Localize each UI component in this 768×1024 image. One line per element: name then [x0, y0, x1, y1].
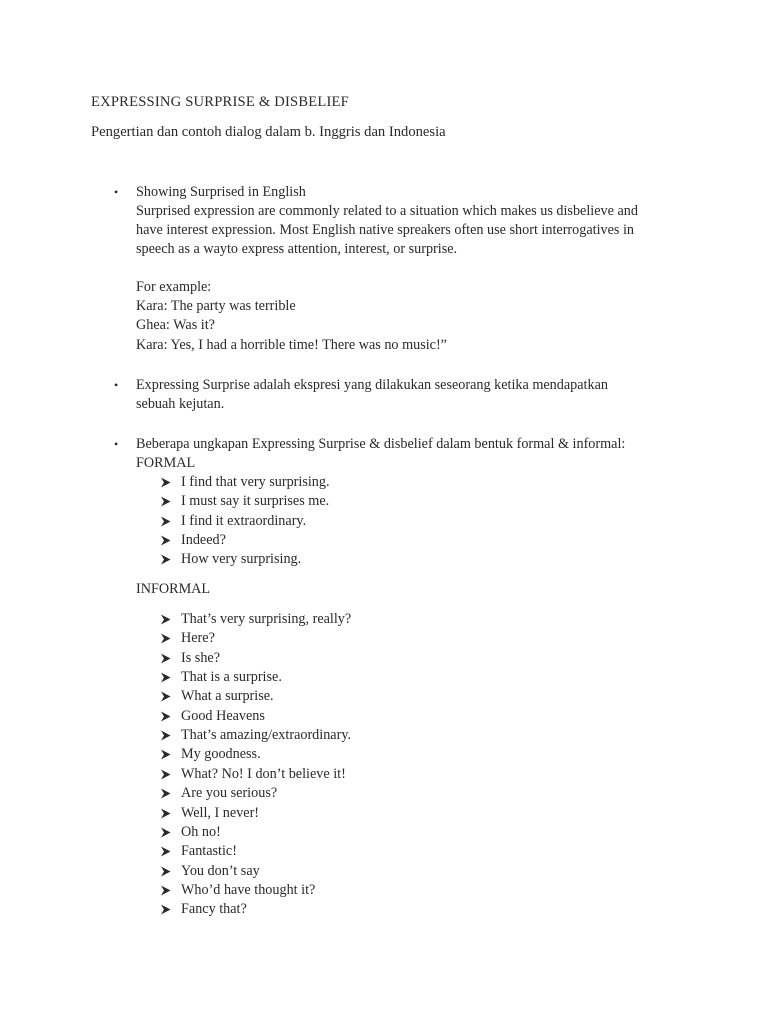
disc-bullet-icon: •: [114, 185, 119, 199]
arrowhead-bullet-icon: [160, 784, 172, 803]
arrowhead-bullet-icon: [160, 649, 172, 668]
list-item: I find it extraordinary.: [181, 512, 307, 529]
arrowhead-bullet-icon: [160, 492, 172, 511]
list-item: Good Heavens: [181, 707, 265, 724]
dialog-line: Kara: The party was terrible: [136, 298, 296, 314]
list-item: I must say it surprises me.: [181, 493, 330, 510]
paragraph-line: sebuah kejutan.: [136, 396, 225, 412]
arrowhead-bullet-icon: [160, 804, 172, 823]
list-item: What? No! I don’t believe it!: [181, 765, 346, 782]
arrowhead-bullet-icon: [160, 900, 172, 919]
list-item: I find that very surprising.: [181, 474, 330, 490]
list-item: You don’t say: [181, 862, 260, 879]
example-label: For example:: [136, 279, 212, 295]
dialog-line: Ghea: Was it?: [136, 317, 215, 333]
arrowhead-bullet-icon: [160, 687, 172, 706]
disc-bullet-icon: •: [114, 437, 119, 451]
list-item: That is a surprise.: [181, 669, 282, 686]
list-item: My goodness.: [181, 746, 261, 763]
arrowhead-bullet-icon: [160, 842, 172, 861]
list-item: Oh no!: [181, 823, 221, 840]
list-item: Fantastic!: [181, 843, 237, 860]
arrowhead-bullet-icon: [160, 881, 172, 900]
list-item: Who’d have thought it?: [181, 881, 316, 898]
dialog-line: Kara: Yes, I had a horrible time! There was no music!”: [136, 337, 447, 353]
arrowhead-bullet-icon: [160, 707, 172, 726]
arrowhead-bullet-icon: [160, 550, 172, 569]
paragraph-line: have interest expression. Most English native spreakers often use short interrogatives in: [136, 222, 635, 238]
list-item: That’s very surprising, really?: [181, 611, 352, 627]
paragraph-line: Expressing Surprise adalah ekspresi yang dilakukan seseorang ketika mendapatkan: [136, 377, 608, 393]
paragraph-line: speech as a wayto express attention, interest, or surprise.: [136, 241, 458, 257]
list-item: What a surprise.: [181, 688, 274, 705]
formal-label: FORMAL: [136, 455, 196, 471]
arrowhead-bullet-icon: [160, 610, 172, 629]
list-item: That’s amazing/extraordinary.: [181, 727, 352, 744]
arrowhead-bullet-icon: [160, 473, 172, 492]
disc-bullet-icon: •: [114, 378, 119, 392]
list-item: How very surprising.: [181, 551, 302, 568]
section-heading: Showing Surprised in English: [136, 184, 306, 200]
arrowhead-bullet-icon: [160, 765, 172, 784]
arrowhead-bullet-icon: [160, 668, 172, 687]
list-item: Indeed?: [181, 531, 226, 548]
list-item: Is she?: [181, 649, 221, 666]
document-title: EXPRESSING SURPRISE & DISBELIEF: [91, 94, 349, 110]
arrowhead-bullet-icon: [160, 726, 172, 745]
arrowhead-bullet-icon: [160, 531, 172, 550]
list-item: Fancy that?: [181, 901, 247, 918]
arrowhead-bullet-icon: [160, 823, 172, 842]
document-subtitle: Pengertian dan contoh dialog dalam b. Inggris dan Indonesia: [91, 124, 446, 140]
arrowhead-bullet-icon: [160, 862, 172, 881]
paragraph-line: Surprised expression are commonly related to a situation which makes us disbelieve and: [136, 203, 638, 219]
arrowhead-bullet-icon: [160, 512, 172, 531]
list-item: Here?: [181, 630, 215, 647]
arrowhead-bullet-icon: [160, 629, 172, 648]
list-item: Well, I never!: [181, 804, 260, 821]
arrowhead-bullet-icon: [160, 745, 172, 764]
section-intro: Beberapa ungkapan Expressing Surprise & disbelief dalam bentuk formal & informal:: [136, 436, 626, 452]
informal-label: INFORMAL: [136, 581, 211, 597]
list-item: Are you serious?: [181, 785, 278, 802]
